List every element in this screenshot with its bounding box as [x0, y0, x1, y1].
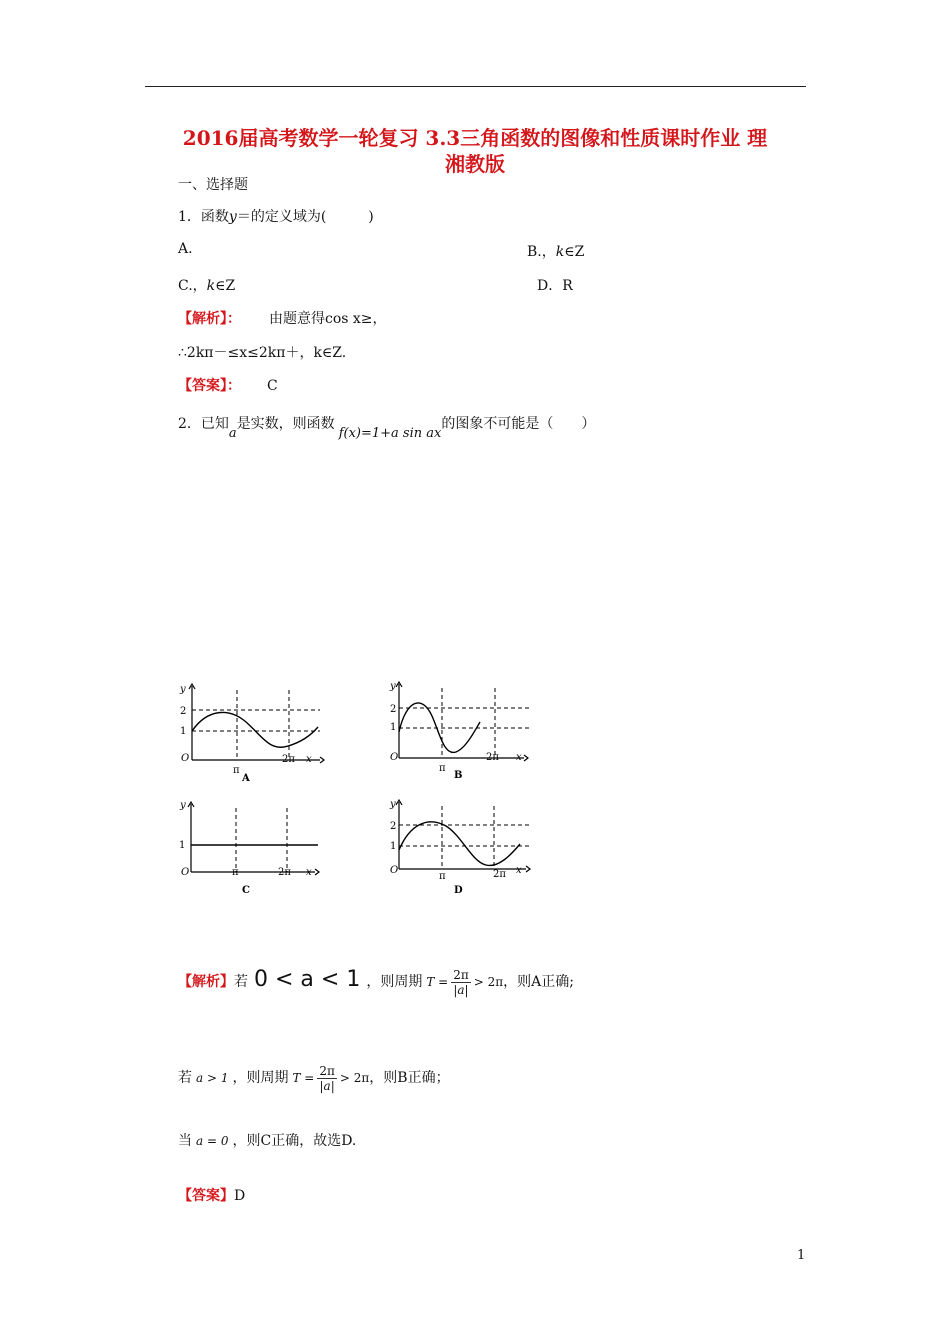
graph-a-curve — [192, 712, 318, 747]
q1-option-c — [178, 275, 235, 295]
graph-d-caption: D — [454, 885, 463, 896]
q2-answer-tag: 【答案】 — [178, 1188, 234, 1204]
graph-d-tick-1: 1 — [390, 841, 397, 852]
q2-formula: f(x)=1+a sin ax — [338, 426, 442, 441]
q1-option-a: A. — [178, 241, 193, 257]
graph-c-origin: O — [181, 867, 190, 878]
q2-line1-frac — [451, 968, 471, 997]
q2-stem-suffix: 的图象不可能是（ ） — [441, 416, 596, 432]
q1-stem-var: y — [228, 209, 237, 225]
q2-analysis-tag: 【解析】 — [178, 974, 234, 990]
graph-a-x-arrow — [320, 757, 324, 763]
q2-line2-gt: > 2π — [339, 1071, 370, 1085]
graph-b-x-arrow — [524, 755, 528, 761]
graph-c-tick-2pi: 2π — [278, 867, 291, 878]
q2-line2-frac-den: |a| — [319, 1078, 335, 1093]
q2-answer-value: D — [234, 1188, 246, 1204]
q2-line2-T: T = — [292, 1071, 315, 1085]
graph-c-caption: C — [242, 885, 250, 896]
q1-derivation: ∴2kπ－≤x≤2kπ＋，k∈Z. — [178, 345, 347, 361]
graph-d-x-label: x — [516, 865, 522, 876]
q1-option-b-var: k — [555, 244, 565, 260]
q1-stem — [178, 206, 374, 226]
doc-title-line2: 湘教版 — [445, 152, 505, 176]
graph-b-tick-2: 2 — [390, 704, 397, 715]
graph-b-tick-1: 1 — [390, 722, 397, 733]
graph-d-y-label: y — [390, 799, 396, 810]
q2-line2-mid: ，则周期 — [232, 1070, 289, 1086]
q2-line1-cond: 0 < a < 1 — [254, 967, 361, 992]
q2-analysis-line3 — [178, 1130, 356, 1150]
q1-option-c-prefix: C.， — [178, 278, 207, 294]
q1-option-b-prefix: B.， — [527, 244, 556, 260]
q2-line2-suffix: ，则B正确； — [369, 1070, 450, 1086]
graph-b-caption: B — [454, 770, 463, 781]
q1-answer-value: C — [267, 378, 278, 394]
graph-c-x-arrow — [315, 869, 319, 875]
graph-d-origin: O — [390, 865, 399, 876]
q2-stem-prefix: 2．已知 — [178, 416, 229, 432]
q2-line3-prefix: 当 — [178, 1133, 192, 1149]
q1-analysis-tag: 【解析】： — [178, 311, 241, 327]
graph-b — [382, 672, 542, 784]
q2-stem-var-a: a — [228, 426, 237, 441]
graph-b-x-label: x — [516, 752, 522, 763]
graph-a-tick-pi: π — [233, 765, 240, 776]
graph-a-caption: A — [242, 773, 250, 784]
graph-c — [170, 794, 330, 900]
q1-analysis-text: 由题意得cos x≥， — [269, 311, 387, 327]
q1-option-c-suffix: ∈Z — [215, 278, 236, 294]
q1-option-b-suffix: ∈Z — [564, 244, 585, 260]
q1-option-d: D．R — [537, 278, 573, 294]
graph-a — [170, 672, 330, 784]
graph-a-tick-2: 2 — [180, 706, 187, 717]
graph-c-x-label: x — [306, 867, 312, 878]
q1-analysis — [178, 308, 387, 328]
graph-a-y-label: y — [180, 684, 186, 695]
page-number: 1 — [797, 1248, 806, 1263]
graph-c-tick-1: 1 — [179, 840, 186, 851]
q2-line2-frac-num: 2π — [319, 1063, 335, 1078]
graph-d-tick-2pi: 2π — [493, 869, 506, 880]
graph-b-y-label: y — [390, 681, 396, 692]
doc-title-line1: 2016届高考数学一轮复习 3.3三角函数的图像和性质课时作业 理 — [182, 126, 768, 150]
q2-analysis-line1 — [178, 962, 574, 1002]
graph-d-tick-2: 2 — [390, 821, 397, 832]
header-rule — [145, 86, 806, 87]
q2-line3-cond: a = 0 — [196, 1134, 229, 1148]
q2-line3-suffix: ，则C正确，故选D. — [232, 1133, 357, 1149]
graph-c-y-label: y — [180, 800, 186, 811]
q2-stem — [178, 413, 596, 441]
graph-b-tick-pi: π — [439, 763, 446, 774]
q2-line2-cond: a > 1 — [196, 1071, 229, 1085]
q2-line1-prefix: 若 — [234, 974, 248, 990]
q2-line1-suffix: ，则A正确; — [503, 974, 574, 990]
graph-d — [382, 790, 542, 900]
q1-stem-suffix: ＝的定义域为( ) — [236, 209, 374, 225]
graph-a-tick-1: 1 — [180, 726, 187, 737]
graph-c-tick-pi: π — [232, 867, 239, 878]
q2-line1-frac-num: 2π — [453, 967, 469, 982]
graph-a-tick-2pi: 2π — [282, 754, 295, 765]
graph-d-curve — [399, 822, 520, 866]
q2-analysis-line2 — [178, 1060, 450, 1100]
graph-b-tick-2pi: 2π — [486, 752, 499, 763]
section-label: 一、选择题 — [178, 177, 248, 193]
graph-d-tick-pi: π — [439, 871, 446, 882]
graph-d-x-arrow — [526, 866, 530, 872]
q2-line1-gt: > 2π — [473, 975, 504, 989]
q2-line2-frac — [317, 1064, 337, 1093]
graph-a-x-label: x — [306, 754, 312, 765]
q2-stem-mid: 是实数，则函数 — [236, 416, 335, 432]
q1-option-b — [527, 241, 584, 261]
graph-b-origin: O — [390, 752, 399, 763]
q1-answer-tag: 【答案】： — [178, 378, 241, 394]
q2-line1-T: T = — [426, 975, 449, 989]
q2-line2-prefix: 若 — [178, 1070, 192, 1086]
graph-b-curve — [399, 703, 480, 753]
q1-stem-prefix: 1．函数 — [178, 209, 229, 225]
q2-answer — [178, 1185, 245, 1205]
graph-a-origin: O — [181, 753, 190, 764]
q2-line1-frac-den: |a| — [453, 982, 469, 997]
q2-line1-mid: ，则周期 — [366, 974, 423, 990]
q1-option-c-var: k — [206, 278, 216, 294]
q1-answer — [178, 375, 278, 395]
